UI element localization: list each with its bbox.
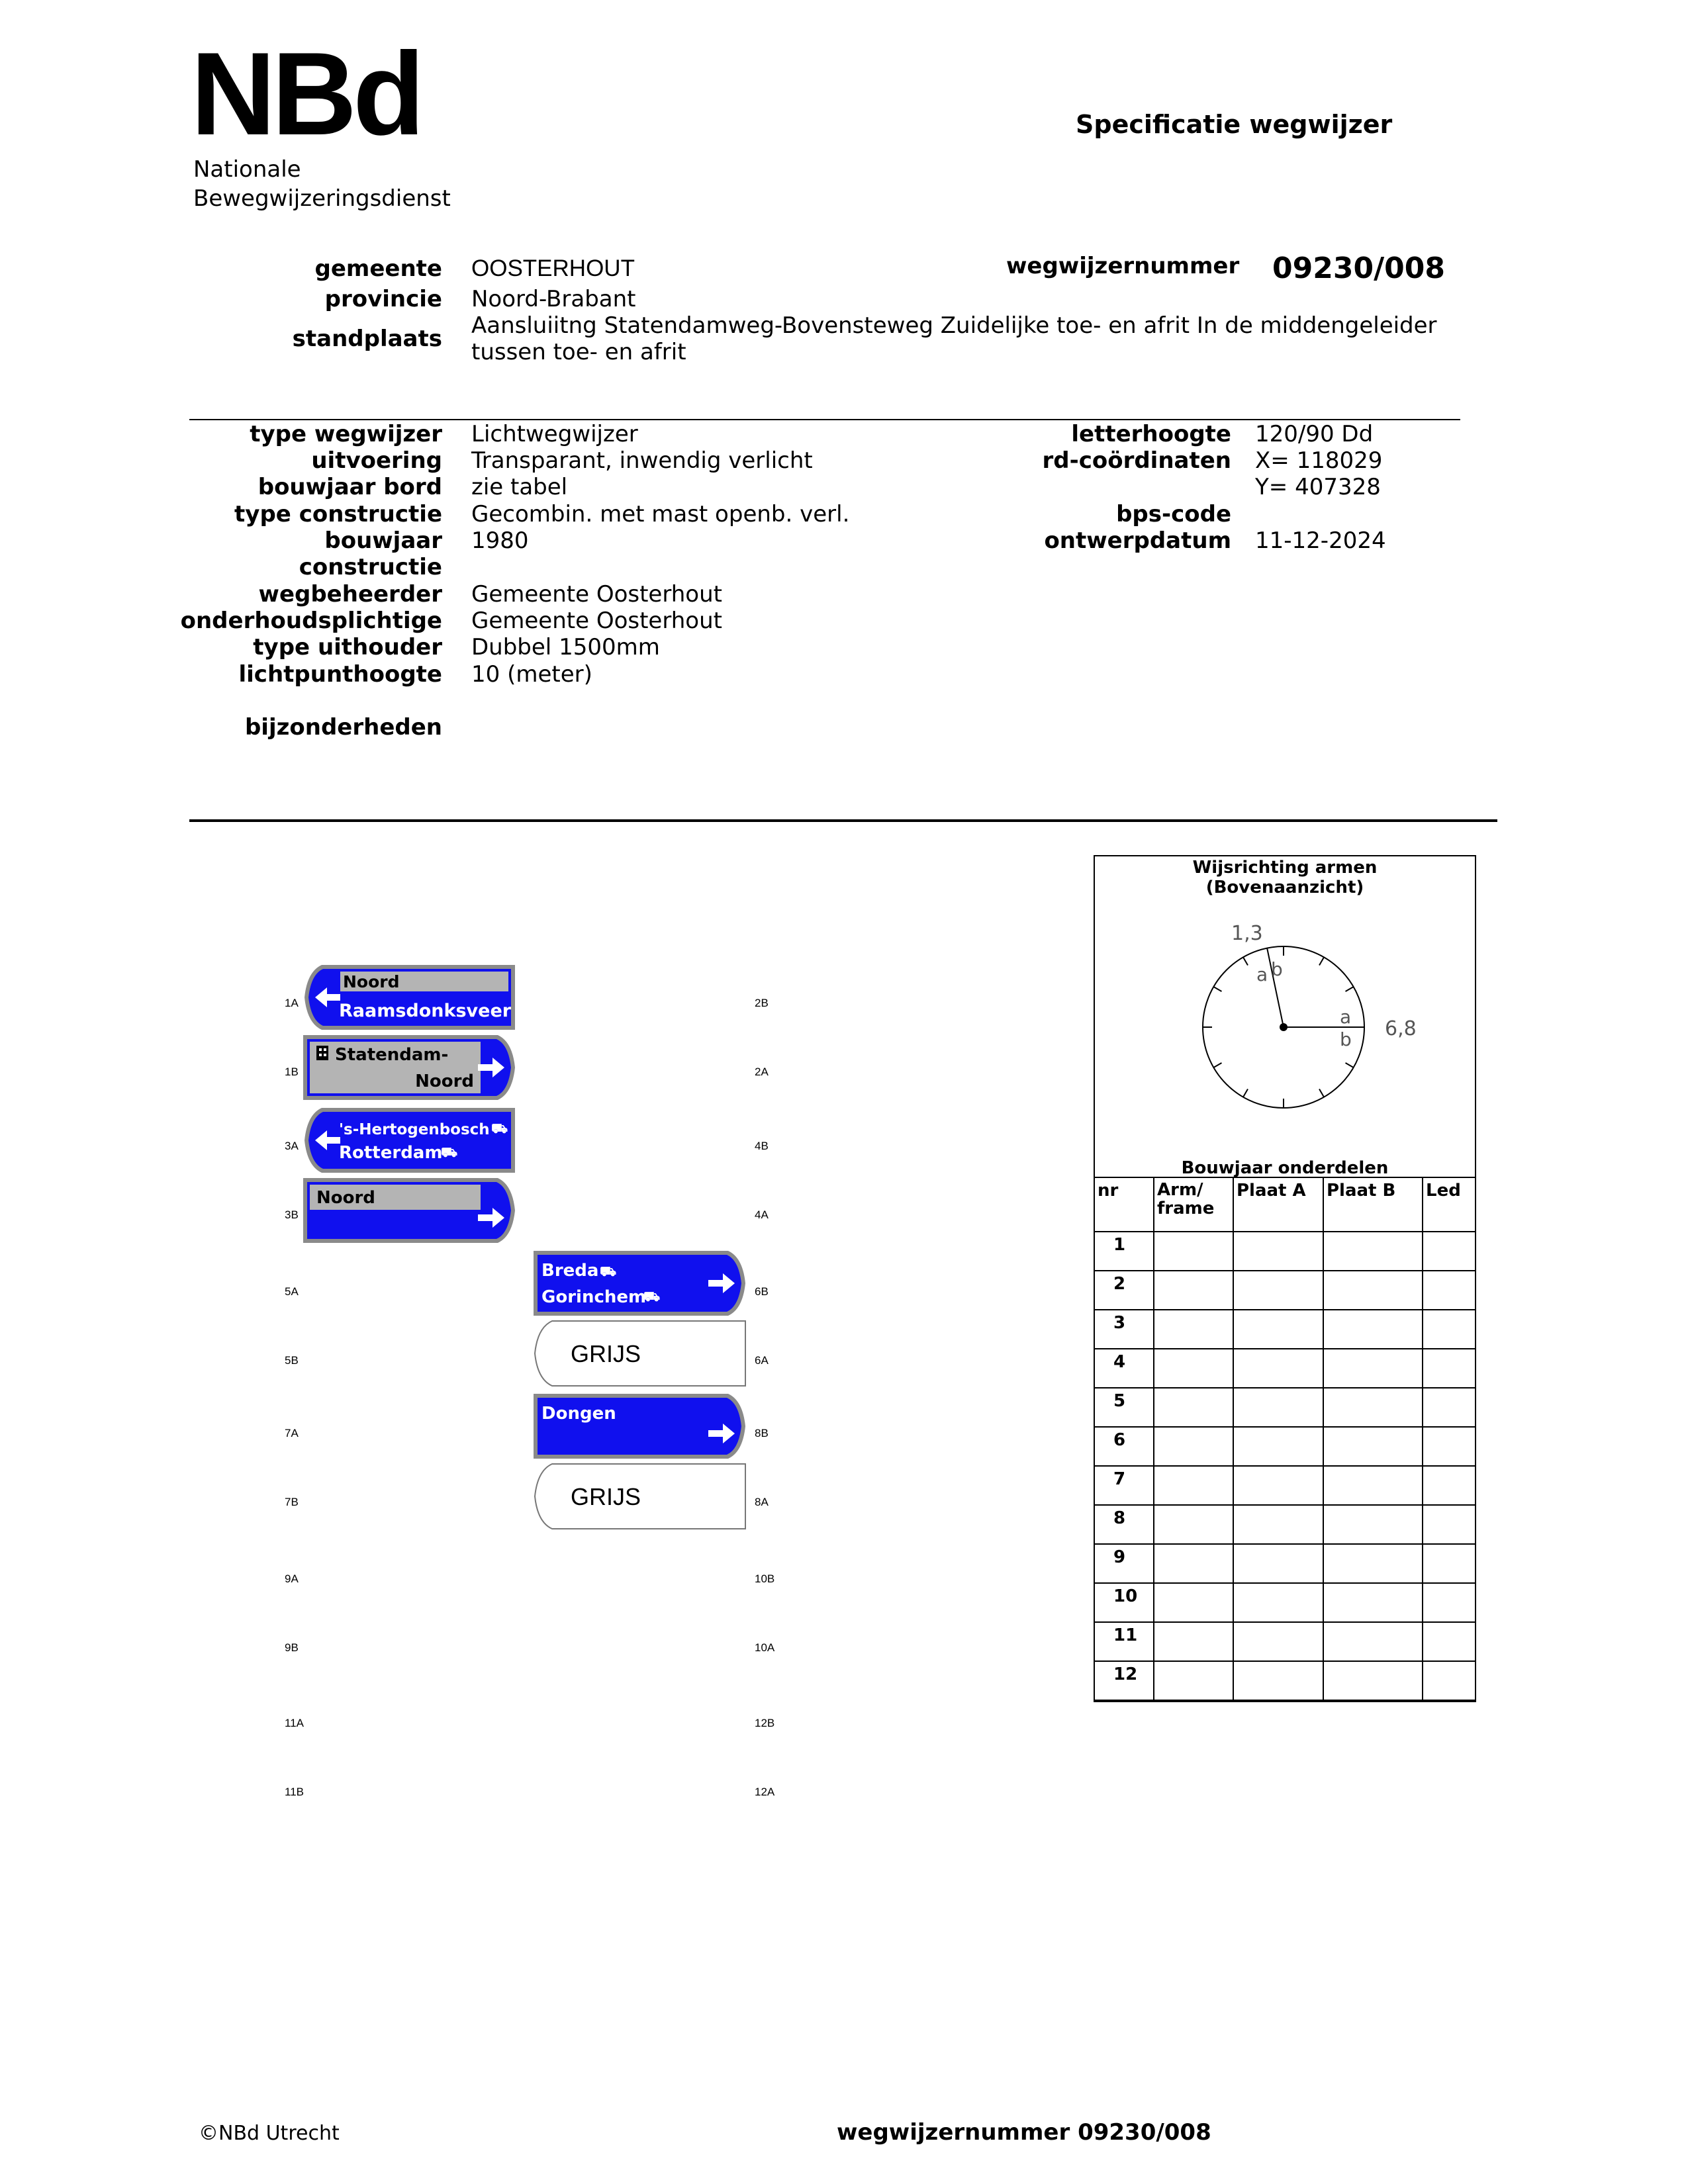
row-number: 3 bbox=[1094, 1310, 1154, 1349]
dial-title-line-2: (Bovenaanzicht) bbox=[1205, 878, 1364, 897]
sign-1a bbox=[302, 964, 518, 1032]
position-label-left: 11B bbox=[285, 1786, 304, 1798]
footer-wegwijzernummer: wegwijzernummer 09230/008 bbox=[837, 2119, 1211, 2146]
table-cell bbox=[1423, 1622, 1476, 1661]
table-cell bbox=[1423, 1388, 1476, 1427]
bouwjaar-row bbox=[1094, 1232, 1476, 1271]
position-label-left: 5A bbox=[285, 1285, 299, 1298]
header-arm-line-1: Arm/ bbox=[1157, 1180, 1203, 1200]
row-number: 4 bbox=[1094, 1349, 1154, 1388]
spec-value: X= 118029 bbox=[1255, 447, 1383, 474]
sign-3b bbox=[302, 1177, 518, 1246]
table-cell bbox=[1154, 1388, 1233, 1427]
position-label-left: 1B bbox=[285, 1066, 299, 1078]
bouwjaar-row bbox=[1094, 1310, 1476, 1349]
bouwjaar-row bbox=[1094, 1505, 1476, 1544]
table-cell bbox=[1323, 1427, 1423, 1466]
provincie-label: provincie bbox=[324, 286, 442, 312]
table-cell bbox=[1323, 1349, 1423, 1388]
position-label-right: 12A bbox=[755, 1786, 775, 1798]
position-label-right: 10A bbox=[755, 1641, 775, 1654]
sign-6a bbox=[532, 1320, 748, 1388]
row-number: 10 bbox=[1094, 1583, 1154, 1622]
table-cell bbox=[1323, 1661, 1423, 1700]
arm-2-b: b bbox=[1340, 1028, 1352, 1050]
sign-1b-line-2: Noord bbox=[415, 1071, 474, 1091]
table-cell bbox=[1423, 1661, 1476, 1700]
bouwjaar-title: Bouwjaar onderdelen bbox=[1181, 1158, 1389, 1178]
spec-label: letterhoogte bbox=[1071, 421, 1231, 447]
row-number: 5 bbox=[1094, 1388, 1154, 1427]
table-cell bbox=[1423, 1310, 1476, 1349]
sign-1a-line-2: Raamsdonksveer bbox=[339, 1001, 512, 1021]
table-cell bbox=[1154, 1544, 1233, 1583]
table-cell bbox=[1233, 1349, 1323, 1388]
table-cell bbox=[1154, 1310, 1233, 1349]
table-cell bbox=[1233, 1505, 1323, 1544]
bouwjaar-row bbox=[1094, 1466, 1476, 1505]
spec-label: bouwjaar bbox=[324, 527, 442, 554]
spec-label: rd-coördinaten bbox=[1042, 447, 1231, 474]
spec-value: 10 (meter) bbox=[471, 661, 592, 688]
table-cell bbox=[1323, 1466, 1423, 1505]
table-cell bbox=[1323, 1271, 1423, 1310]
table-cell bbox=[1423, 1583, 1476, 1622]
table-cell bbox=[1233, 1583, 1323, 1622]
sign-1a-line-1: Noord bbox=[343, 972, 400, 991]
position-label-right: 6A bbox=[755, 1354, 769, 1367]
spec-label: type constructie bbox=[234, 501, 442, 527]
table-cell bbox=[1323, 1622, 1423, 1661]
sign-6b bbox=[532, 1250, 748, 1318]
row-number: 2 bbox=[1094, 1271, 1154, 1310]
spec-value: Gemeente Oosterhout bbox=[471, 608, 722, 634]
row-number: 8 bbox=[1094, 1505, 1154, 1544]
gemeente-value: OOSTERHOUT bbox=[471, 255, 635, 281]
wegwijzernummer-value: 09230/008 bbox=[1272, 251, 1445, 285]
position-label-left: 5B bbox=[285, 1354, 299, 1367]
arm-1-b: b bbox=[1271, 958, 1283, 980]
position-label-left: 7B bbox=[285, 1496, 299, 1508]
gemeente-label: gemeente bbox=[314, 255, 442, 282]
table-cell bbox=[1154, 1583, 1233, 1622]
position-label-left: 1A bbox=[285, 997, 299, 1009]
table-cell bbox=[1423, 1232, 1476, 1271]
dial-center bbox=[1280, 1023, 1288, 1031]
spec-value: Gecombin. met mast openb. verl. bbox=[471, 501, 850, 527]
table-cell bbox=[1233, 1466, 1323, 1505]
table-cell bbox=[1423, 1505, 1476, 1544]
spec-label: type wegwijzer bbox=[250, 421, 442, 447]
sign-3b-line-1: Noord bbox=[316, 1188, 375, 1208]
position-label-right: 2B bbox=[755, 997, 769, 1009]
highway-icon: ⛟ bbox=[441, 1144, 458, 1160]
spec-value: 1980 bbox=[471, 527, 529, 554]
spec-value: Lichtwegwijzer bbox=[471, 421, 638, 447]
spec-label: type uithouder bbox=[253, 634, 442, 660]
spec-value: Y= 407328 bbox=[1255, 474, 1381, 500]
bouwjaar-row bbox=[1094, 1544, 1476, 1583]
bouwjaar-header-row bbox=[1094, 1177, 1476, 1232]
direction-dial bbox=[1094, 907, 1474, 1118]
dial-title bbox=[1095, 858, 1475, 897]
bouwjaar-row bbox=[1094, 1271, 1476, 1310]
header-arm bbox=[1154, 1177, 1233, 1232]
position-label-right: 2A bbox=[755, 1066, 769, 1078]
row-number: 6 bbox=[1094, 1427, 1154, 1466]
highway-icon: ⛟ bbox=[643, 1289, 661, 1304]
sign-6b-line-1: Breda bbox=[541, 1261, 599, 1281]
table-cell bbox=[1233, 1310, 1323, 1349]
table-cell bbox=[1154, 1232, 1233, 1271]
table-cell bbox=[1233, 1544, 1323, 1583]
bijzonderheden-label: bijzonderheden bbox=[244, 714, 442, 741]
position-label-right: 8B bbox=[755, 1427, 769, 1439]
dial-tick bbox=[1213, 1063, 1221, 1068]
table-cell bbox=[1423, 1544, 1476, 1583]
wegwijzernummer-label: wegwijzernummer bbox=[1006, 253, 1240, 279]
table-cell bbox=[1154, 1661, 1233, 1700]
sign-6b-line-2: Gorinchem bbox=[541, 1287, 647, 1307]
standplaats-line-2: tussen toe- en afrit bbox=[471, 339, 686, 365]
position-label-left: 3B bbox=[285, 1208, 299, 1221]
table-cell bbox=[1423, 1271, 1476, 1310]
position-label-right: 10B bbox=[755, 1572, 775, 1585]
spec-label: ontwerpdatum bbox=[1044, 527, 1231, 554]
arm-1-value: 1,3 bbox=[1231, 922, 1263, 945]
position-label-left: 7A bbox=[285, 1427, 299, 1439]
nbd-logo: NBd bbox=[191, 28, 421, 159]
position-label-left: 9B bbox=[285, 1641, 299, 1654]
position-label-right: 8A bbox=[755, 1496, 769, 1508]
bouwjaar-row bbox=[1094, 1583, 1476, 1622]
spec-value: Transparant, inwendig verlicht bbox=[471, 447, 813, 474]
sign-3a-line-2: Rotterdam bbox=[339, 1143, 443, 1163]
dial-tick bbox=[1319, 1089, 1324, 1097]
table-cell bbox=[1233, 1271, 1323, 1310]
spec-value: Gemeente Oosterhout bbox=[471, 581, 722, 608]
bouwjaar-row bbox=[1094, 1661, 1476, 1700]
table-cell bbox=[1154, 1622, 1233, 1661]
provincie-value: Noord-Brabant bbox=[471, 286, 636, 312]
spec-label: wegbeheerder bbox=[258, 581, 442, 608]
position-label-right: 4B bbox=[755, 1140, 769, 1152]
spec-value: 11-12-2024 bbox=[1255, 527, 1386, 554]
spec-value: 120/90 Dd bbox=[1255, 421, 1374, 447]
spec-label: constructie bbox=[299, 554, 442, 580]
dial-tick bbox=[1243, 957, 1248, 965]
row-number: 7 bbox=[1094, 1466, 1154, 1505]
bouwjaar-row bbox=[1094, 1388, 1476, 1427]
position-label-left: 9A bbox=[285, 1572, 299, 1585]
position-label-right: 4A bbox=[755, 1208, 769, 1221]
sign-8a-label: GRIJS bbox=[571, 1483, 641, 1510]
row-number: 12 bbox=[1094, 1661, 1154, 1700]
bouwjaar-table bbox=[1094, 1177, 1476, 1701]
dial-tick bbox=[1319, 957, 1324, 965]
sign-1b bbox=[302, 1034, 518, 1103]
footer-copyright: ©NBd Utrecht bbox=[199, 2122, 340, 2145]
row-number: 1 bbox=[1094, 1232, 1154, 1271]
spec-label: bps-code bbox=[1116, 501, 1231, 527]
sign-8a bbox=[532, 1463, 748, 1531]
bouwjaar-row bbox=[1094, 1622, 1476, 1661]
header-plaat-a: Plaat A bbox=[1233, 1177, 1323, 1232]
standplaats-label: standplaats bbox=[292, 326, 442, 352]
dial-tick bbox=[1346, 1063, 1354, 1068]
header-led: Led bbox=[1423, 1177, 1476, 1232]
sign-8b bbox=[532, 1392, 748, 1461]
document-title: Specificatie wegwijzer bbox=[1076, 110, 1393, 139]
table-cell bbox=[1154, 1349, 1233, 1388]
position-label-left: 3A bbox=[285, 1140, 299, 1152]
dial-tick bbox=[1213, 987, 1221, 991]
arm-1-a: a bbox=[1256, 964, 1268, 985]
sign-1b-line-1: Statendam- bbox=[335, 1045, 449, 1065]
highway-icon: ⛟ bbox=[491, 1120, 508, 1136]
table-cell bbox=[1323, 1583, 1423, 1622]
dial-title-line-1: Wijsrichting armen bbox=[1192, 858, 1378, 878]
spec-value: zie tabel bbox=[471, 474, 568, 500]
row-number: 9 bbox=[1094, 1544, 1154, 1583]
table-cell bbox=[1323, 1388, 1423, 1427]
header-nr: nr bbox=[1094, 1177, 1154, 1232]
table-cell bbox=[1323, 1232, 1423, 1271]
sign-6a-label: GRIJS bbox=[571, 1340, 641, 1367]
table-cell bbox=[1323, 1310, 1423, 1349]
table-cell bbox=[1233, 1232, 1323, 1271]
divider-bottom bbox=[189, 819, 1497, 822]
logo-line-2: Bewegwijzeringsdienst bbox=[193, 185, 451, 212]
position-label-right: 6B bbox=[755, 1285, 769, 1298]
table-cell bbox=[1154, 1271, 1233, 1310]
standplaats-line-1: Aansluiitng Statendamweg-Bovensteweg Zuidelijke toe- en afrit In de middengeleider bbox=[471, 312, 1437, 339]
logo-line-1: Nationale bbox=[193, 156, 301, 183]
table-cell bbox=[1233, 1622, 1323, 1661]
spec-value: Dubbel 1500mm bbox=[471, 634, 660, 660]
arm-2-a: a bbox=[1340, 1006, 1352, 1028]
divider-top bbox=[189, 419, 1460, 420]
spec-label: uitvoering bbox=[311, 447, 442, 474]
header-plaat-b: Plaat B bbox=[1323, 1177, 1423, 1232]
header-arm-line-2: frame bbox=[1157, 1199, 1215, 1218]
spec-label: lichtpunthoogte bbox=[238, 661, 442, 688]
highway-icon: ⛟ bbox=[600, 1263, 617, 1279]
dial-tick bbox=[1346, 987, 1354, 991]
table-cell bbox=[1154, 1505, 1233, 1544]
table-cell bbox=[1233, 1388, 1323, 1427]
table-cell bbox=[1323, 1544, 1423, 1583]
table-cell bbox=[1423, 1349, 1476, 1388]
position-label-left: 11A bbox=[285, 1717, 304, 1729]
row-number: 11 bbox=[1094, 1622, 1154, 1661]
arm-2-value: 6,8 bbox=[1385, 1017, 1417, 1040]
bouwjaar-row bbox=[1094, 1349, 1476, 1388]
sign-3a bbox=[302, 1107, 518, 1175]
spec-label: onderhoudsplichtige bbox=[180, 608, 442, 634]
table-cell bbox=[1154, 1466, 1233, 1505]
table-cell bbox=[1323, 1505, 1423, 1544]
sign-3a-line-1: 's-Hertogenbosch bbox=[339, 1121, 490, 1138]
table-cell bbox=[1233, 1427, 1323, 1466]
dial-tick bbox=[1243, 1089, 1248, 1097]
table-cell bbox=[1154, 1427, 1233, 1466]
position-label-right: 12B bbox=[755, 1717, 775, 1729]
bouwjaar-row bbox=[1094, 1427, 1476, 1466]
table-cell bbox=[1423, 1427, 1476, 1466]
table-cell bbox=[1423, 1466, 1476, 1505]
sign-8b-line-1: Dongen bbox=[541, 1404, 616, 1424]
table-cell bbox=[1233, 1661, 1323, 1700]
spec-label: bouwjaar bord bbox=[258, 474, 442, 500]
